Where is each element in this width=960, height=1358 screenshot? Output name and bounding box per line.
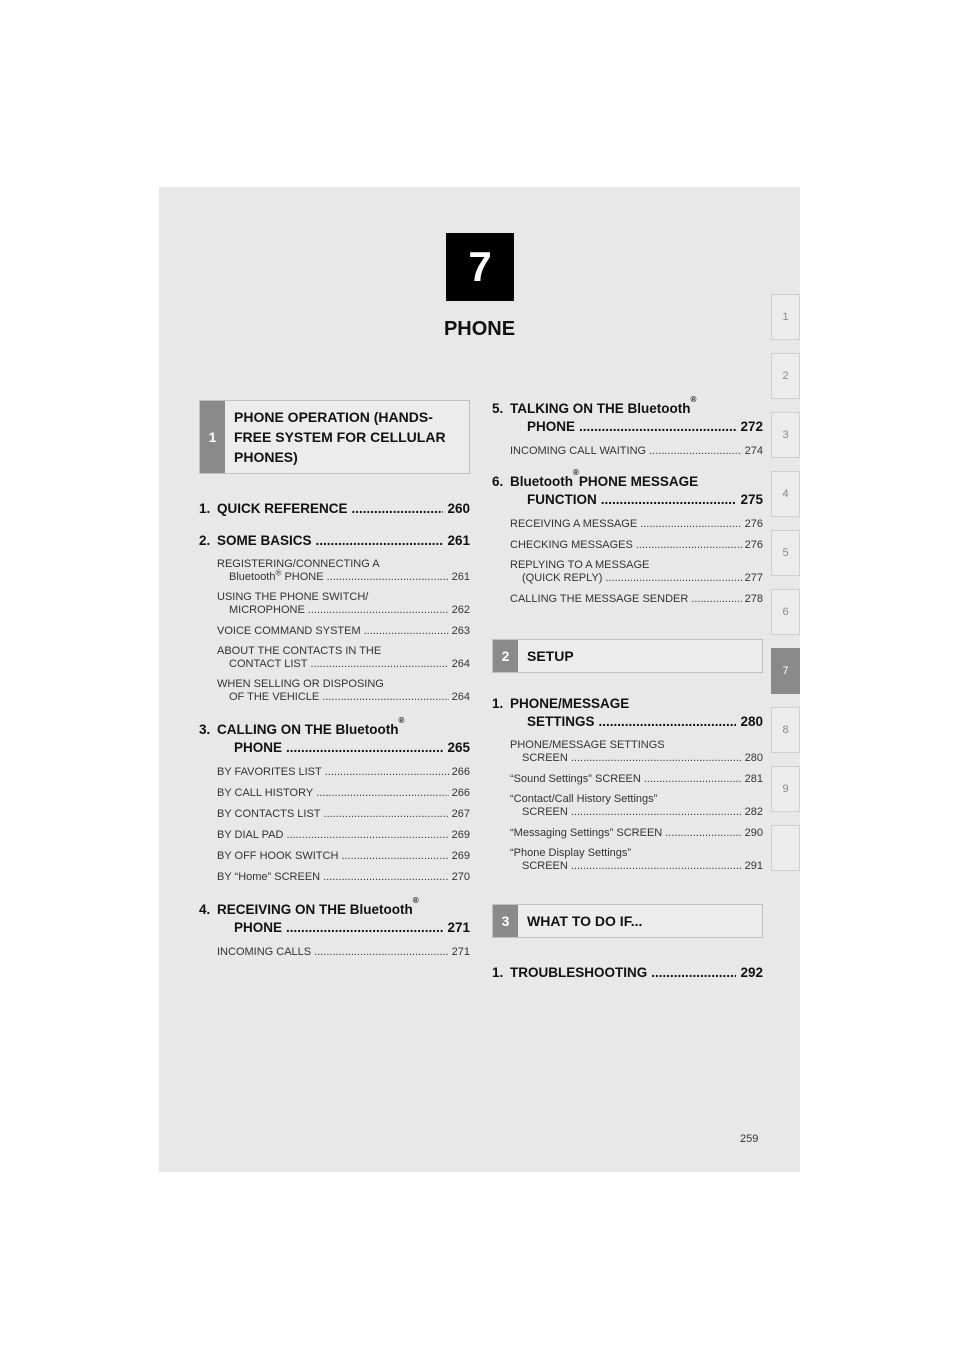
section-title: WHAT TO DO IF... [527,913,643,929]
toc-sub-contacts-list[interactable]: BY CONTACTS LIST ..... 267 [217,807,470,822]
toc-sub-home-screen[interactable]: BY “Home” SCREEN ..... 270 [217,870,470,885]
toc-sub-sound-settings[interactable]: “Sound Settings” SCREEN ..... 281 [510,772,763,787]
chapter-title: PHONE [443,318,516,340]
section-header-1 [199,400,470,474]
toc-entry-calling[interactable]: 3. CALLING ON THE Bluetooth ® PHONE ..... 265 [199,721,470,757]
chapter-tab-5[interactable]: 5 [771,530,800,576]
toc-left-column [199,400,470,966]
toc-sub-off-hook[interactable]: BY OFF HOOK SWITCH ..... 269 [217,849,470,864]
page-number: 259 [740,1133,759,1145]
toc-sub-registering[interactable]: REGISTERING/CONNECTING A Bluetooth® PHONE ..... 261 [217,558,470,585]
chapter-tab-8[interactable]: 8 [771,707,800,753]
toc-sub-checking-messages[interactable]: CHECKING MESSAGES ..... 276 [510,538,763,553]
chapter-tab-blank [771,825,800,871]
section-number: 1 [200,401,225,473]
toc-right-column [492,395,763,990]
chapter-tab-4[interactable]: 4 [771,471,800,517]
toc-entry-receiving[interactable]: 4. RECEIVING ON THE Bluetooth ® PHONE ..... 271 [199,901,470,937]
toc-sub-incoming-calls[interactable]: INCOMING CALLS ..... 271 [217,945,470,960]
chapter-tab-6[interactable]: 6 [771,589,800,635]
toc-sub-dial-pad[interactable]: BY DIAL PAD ..... 269 [217,828,470,843]
toc-sub-contact-history-settings[interactable]: “Contact/Call History Settings” SCREEN ..... 282 [510,793,763,820]
section-header-2 [492,639,763,673]
toc-sub-settings-screen[interactable]: PHONE/MESSAGE SETTINGS SCREEN ..... 280 [510,739,763,766]
section-header-3 [492,904,763,938]
chapter-tab-1[interactable]: 1 [771,294,800,340]
toc-sub-contacts[interactable]: ABOUT THE CONTACTS IN THE CONTACT LIST ..... 264 [217,645,470,672]
toc-sub-messaging-settings[interactable]: “Messaging Settings” SCREEN ..... 290 [510,826,763,841]
chapter-tab-3[interactable]: 3 [771,412,800,458]
toc-sub-voice-command[interactable]: VOICE COMMAND SYSTEM ..... 263 [217,624,470,639]
section-number: 2 [493,640,518,672]
section-number: 3 [493,905,518,937]
toc-sub-receiving-message[interactable]: RECEIVING A MESSAGE ..... 276 [510,517,763,532]
toc-entry-troubleshooting[interactable]: 1. TROUBLESHOOTING ..... 292 [492,964,763,982]
toc-sub-display-settings[interactable]: “Phone Display Settings” SCREEN ..... 291 [510,847,763,874]
toc-entry-some-basics[interactable]: 2. SOME BASICS ..... 261 [199,532,470,550]
toc-sub-call-waiting[interactable]: INCOMING CALL WAITING ..... 274 [510,444,763,459]
toc-sub-phone-switch[interactable]: USING THE PHONE SWITCH/ MICROPHONE ..... 262 [217,591,470,618]
toc-entry-message-function[interactable]: 6. Bluetooth ® PHONE MESSAGE FUNCTION ..... 275 [492,473,763,509]
toc-entry-talking[interactable]: 5. TALKING ON THE Bluetooth ® PHONE ..... 272 [492,400,763,436]
section-title: SETUP [527,648,574,664]
section-title: PHONE OPERATION (HANDS-FREE SYSTEM FOR CELLULAR PHONES) [234,409,446,465]
chapter-number-box: 7 [446,233,514,301]
toc-sub-favorites[interactable]: BY FAVORITES LIST ..... 266 [217,765,470,780]
chapter-tab-9[interactable]: 9 [771,766,800,812]
toc-sub-selling[interactable]: WHEN SELLING OR DISPOSING OF THE VEHICLE ..... 264 [217,678,470,705]
chapter-tab-7[interactable]: 7 [771,648,800,694]
toc-entry-quick-reference[interactable]: 1. QUICK REFERENCE ..... 260 [199,500,470,518]
toc-sub-call-history[interactable]: BY CALL HISTORY ..... 266 [217,786,470,801]
toc-sub-calling-sender[interactable]: CALLING THE MESSAGE SENDER ..... 278 [510,592,763,607]
chapter-tab-2[interactable]: 2 [771,353,800,399]
toc-entry-settings[interactable]: 1. PHONE/MESSAGE SETTINGS ..... 280 [492,695,763,731]
toc-sub-replying[interactable]: REPLYING TO A MESSAGE (QUICK REPLY) ..... 277 [510,559,763,586]
chapter-tabs [771,294,800,884]
